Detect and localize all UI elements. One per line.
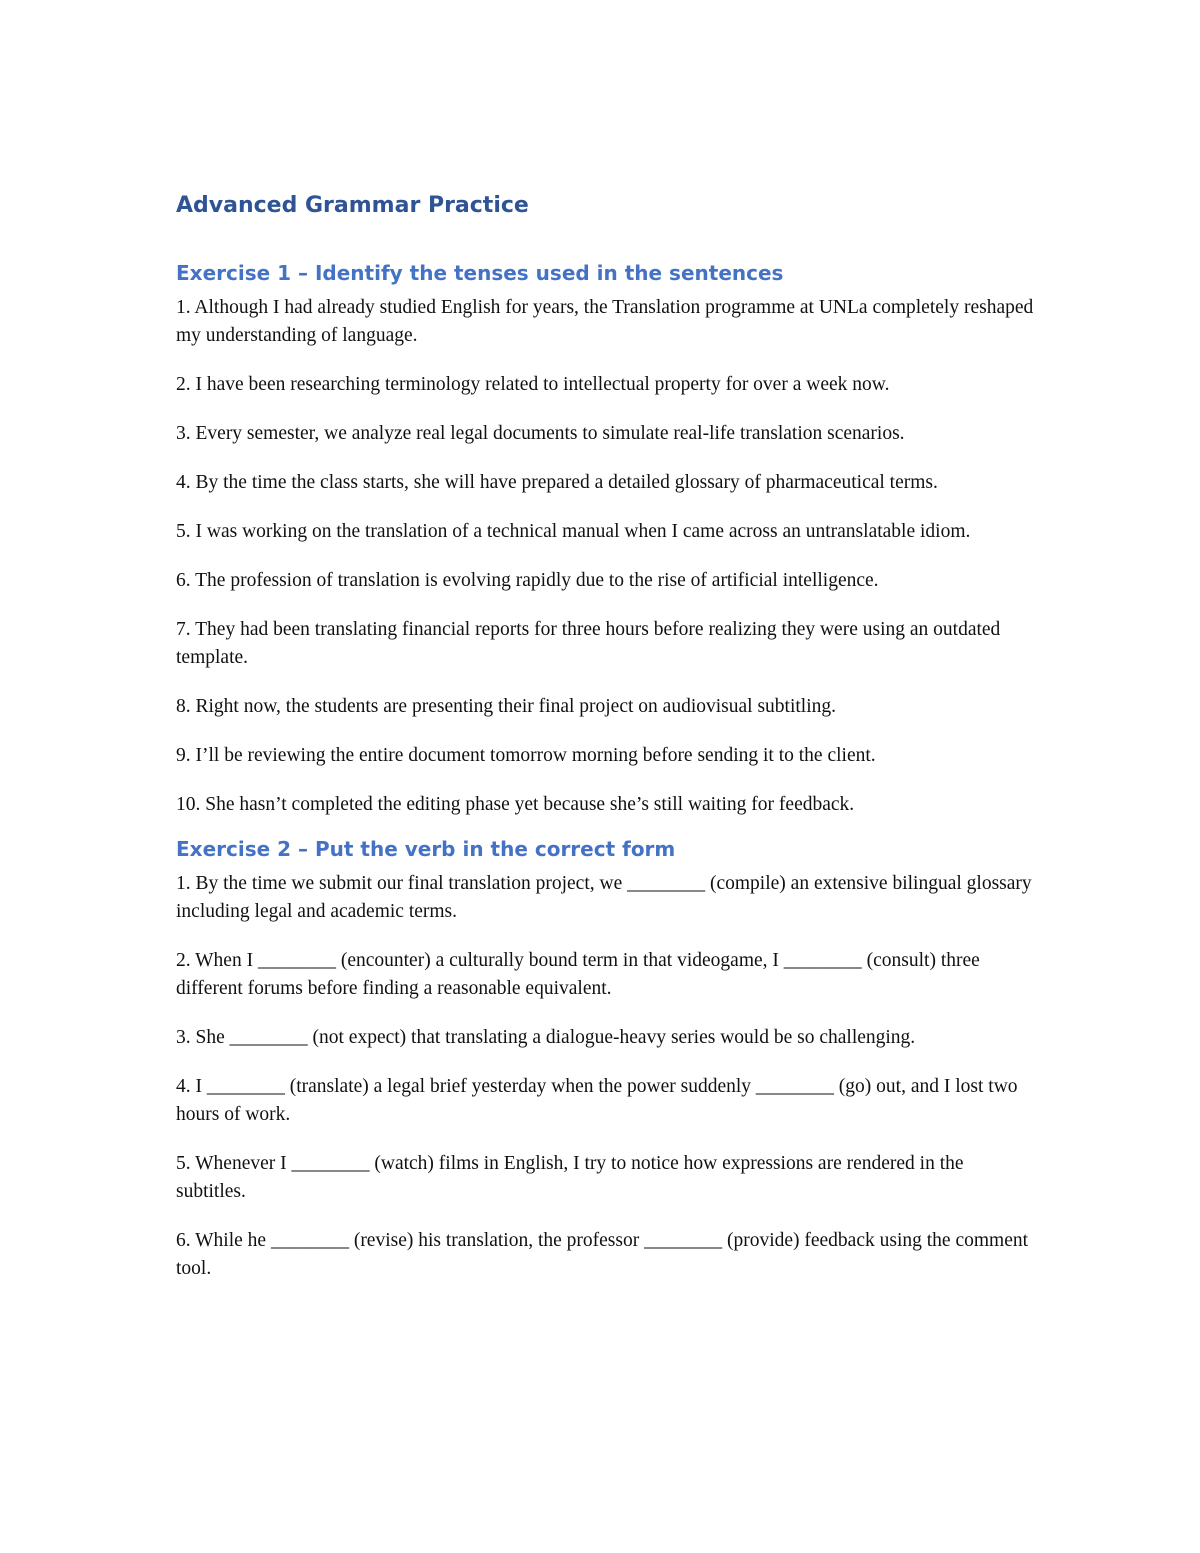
exercise-2-item: 2. When I ________ (encounter) a culturally bound term in that videogame, I ________ (consult) three different forums before finding a reasonable equivalent. xyxy=(176,950,980,999)
document-title: Advanced Grammar Practice xyxy=(176,193,529,218)
exercise-1-item: 4. By the time the class starts, she will have prepared a detailed glossary of pharmaceutical terms. xyxy=(176,472,938,493)
exercise-1-item: 3. Every semester, we analyze real legal documents to simulate real-life translation scenarios. xyxy=(176,423,905,444)
exercise-1-item: 8. Right now, the students are presenting their final project on audiovisual subtitling. xyxy=(176,696,836,717)
exercise-1-item: 7. They had been translating financial reports for three hours before realizing they were using an outdated template. xyxy=(176,619,1001,668)
exercise-2-item: 1. By the time we submit our final translation project, we ________ (compile) an extensive bilingual glossary including legal and academic terms. xyxy=(176,873,1032,922)
exercise-1-section xyxy=(176,258,1036,819)
exercise-2-item: 4. I ________ (translate) a legal brief yesterday when the power suddenly ________ (go) out, and I lost two hours of work. xyxy=(176,1076,1018,1125)
exercise-2-item: 3. She ________ (not expect) that translating a dialogue-heavy series would be so challenging. xyxy=(176,1027,916,1048)
document-page xyxy=(176,190,1036,1304)
exercise-1-item: 1. Although I had already studied English for years, the Translation programme at UNLa completely reshaped my understanding of language. xyxy=(176,297,1034,346)
exercise-1-item: 6. The profession of translation is evolving rapidly due to the rise of artificial intelligence. xyxy=(176,570,879,591)
exercise-1-item: 2. I have been researching terminology related to intellectual property for over a week now. xyxy=(176,374,890,395)
exercise-2-heading: Exercise 2 – Put the verb in the correct form xyxy=(176,837,676,861)
exercise-1-item: 5. I was working on the translation of a technical manual when I came across an untranslatable idiom. xyxy=(176,521,971,542)
exercise-2-item: 5. Whenever I ________ (watch) films in English, I try to notice how expressions are rendered in the subtitles. xyxy=(176,1153,964,1202)
exercise-2-section xyxy=(176,834,1036,1283)
exercise-2-item: 6. While he ________ (revise) his translation, the professor ________ (provide) feedback using the comment tool. xyxy=(176,1230,1029,1279)
exercise-1-item: 10. She hasn’t completed the editing phase yet because she’s still waiting for feedback. xyxy=(176,794,855,815)
exercise-1-item: 9. I’ll be reviewing the entire document tomorrow morning before sending it to the client. xyxy=(176,745,876,766)
exercise-1-heading: Exercise 1 – Identify the tenses used in the sentences xyxy=(176,261,784,285)
